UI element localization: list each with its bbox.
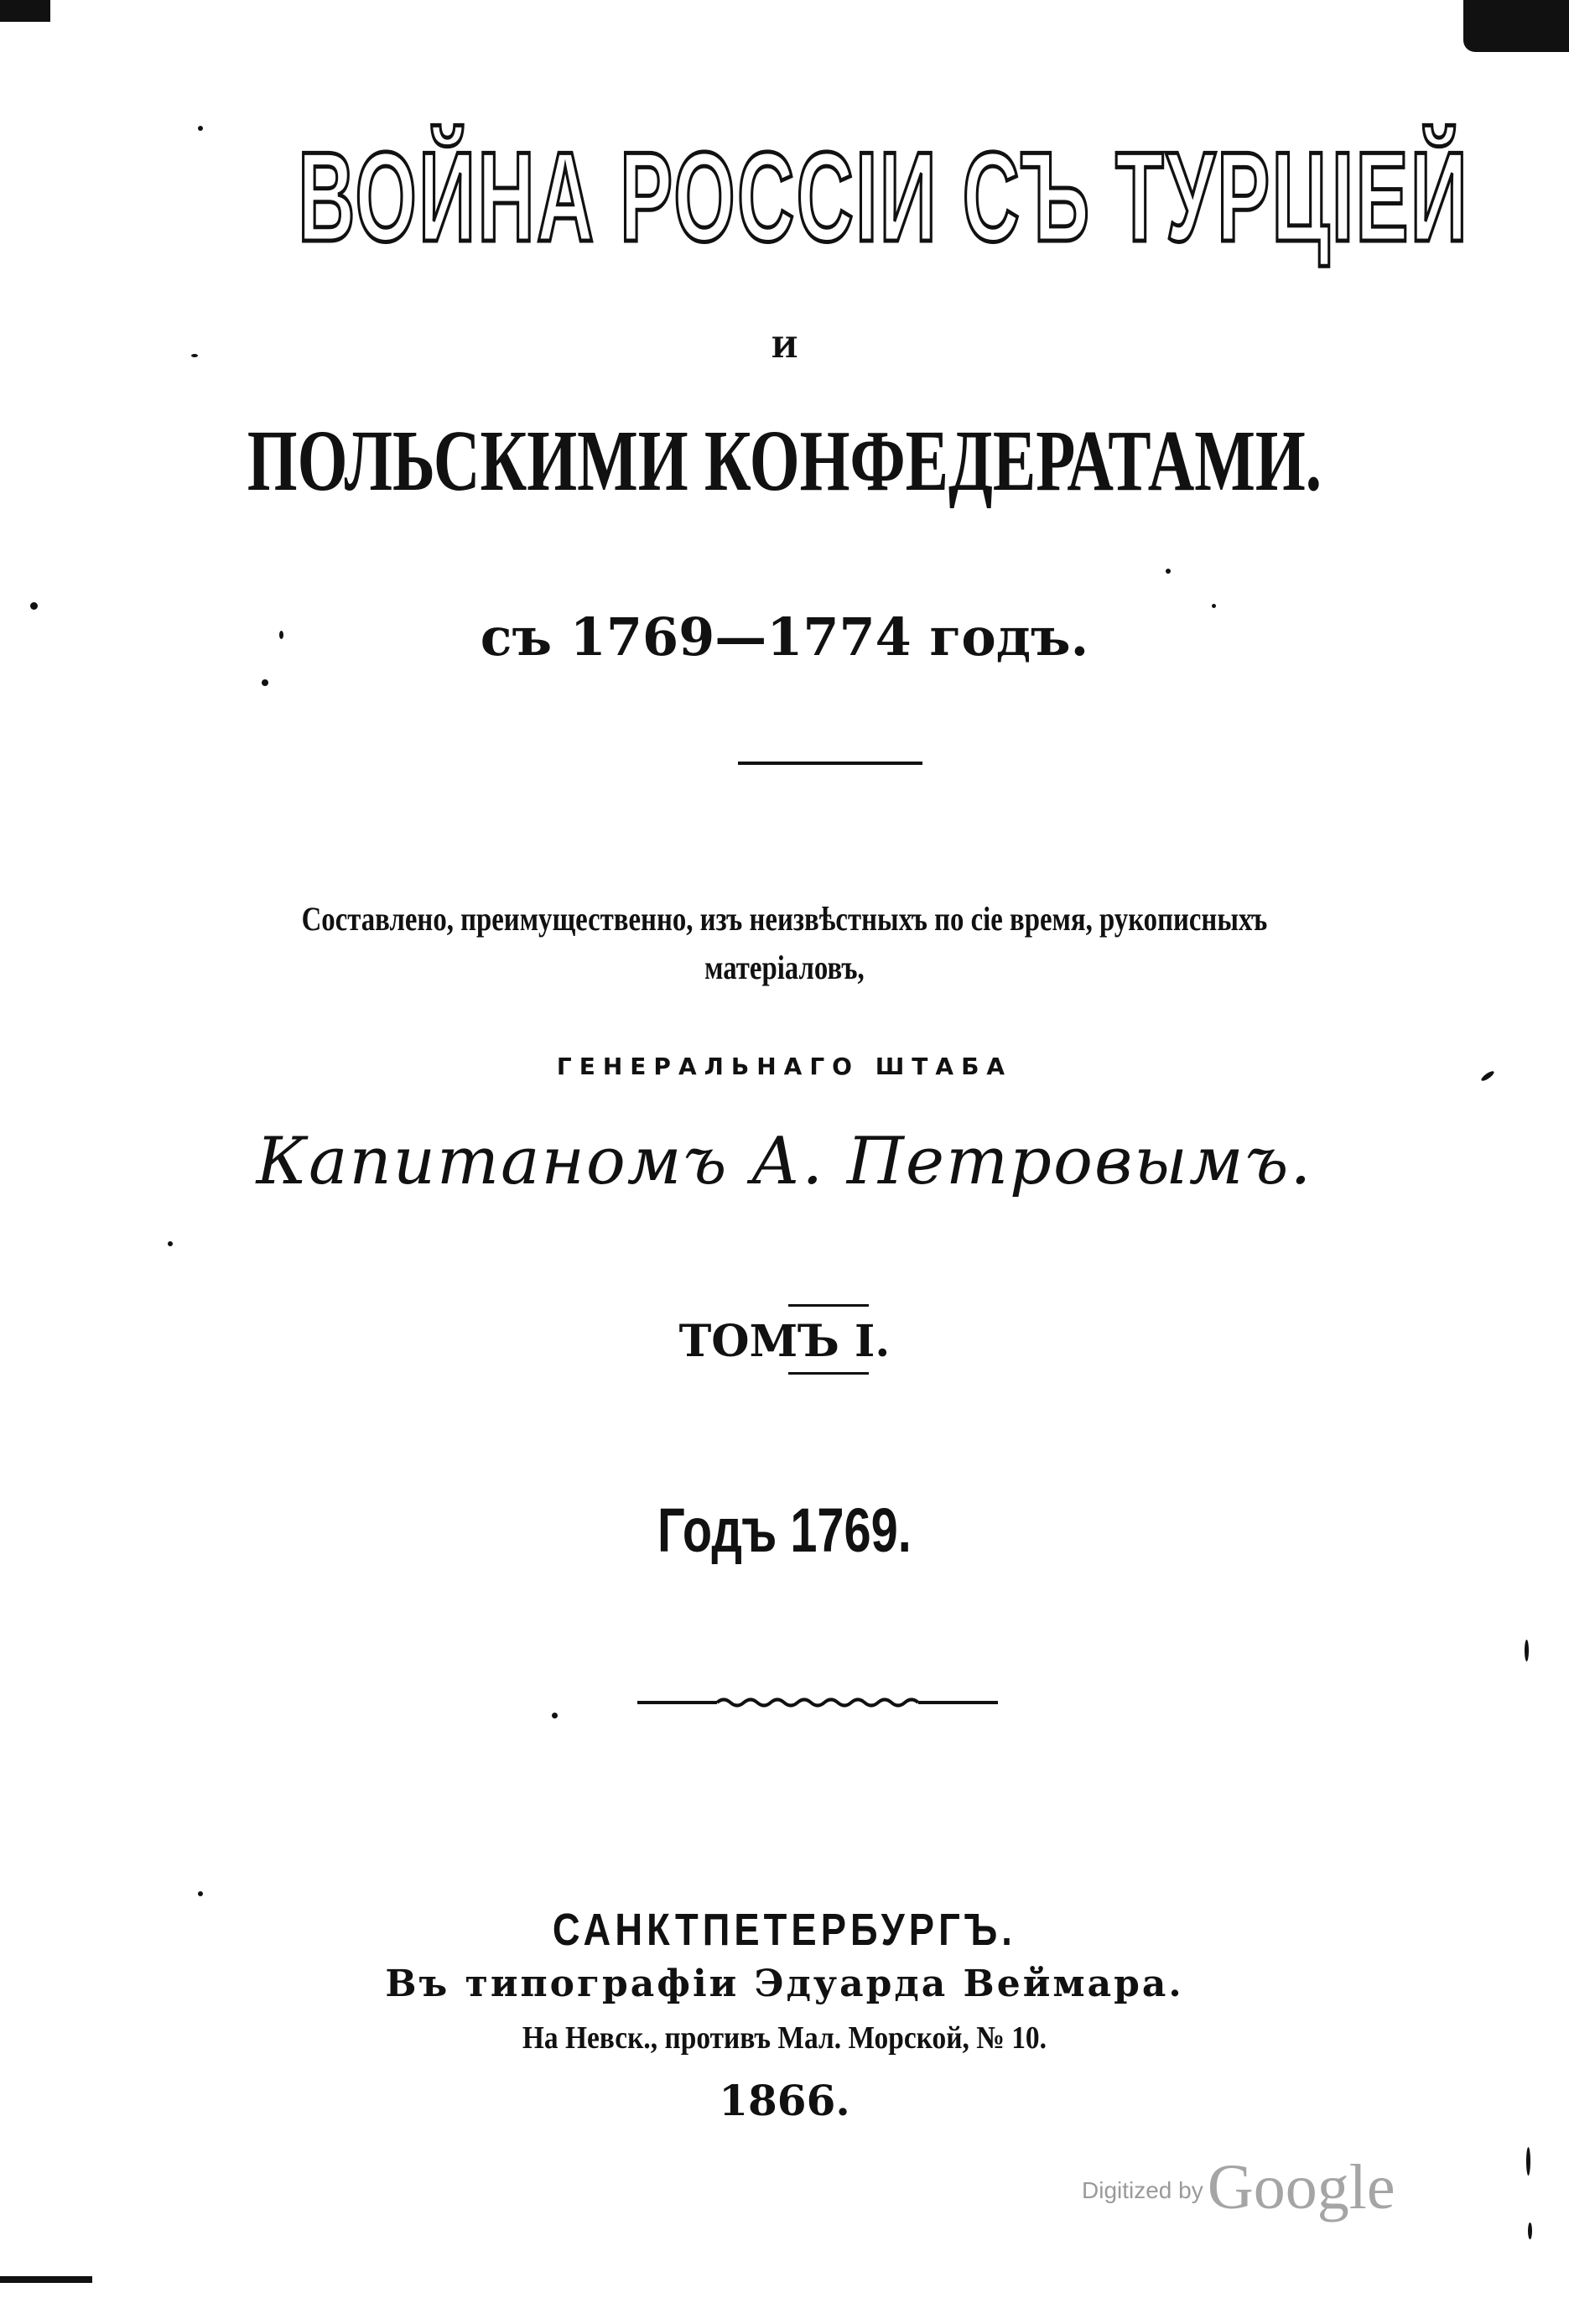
scan-speck (1166, 569, 1171, 574)
book-subtitle: ПОЛЬСКИМИ КОНФЕДЕРАТАМИ. (247, 413, 1322, 509)
compiled-line-1: Составлено, преимущественно, изъ неизвѣстныхъ по сіе время, рукописныхъ (301, 900, 1268, 938)
scan-speck (198, 1891, 203, 1896)
years-range: съ 1769—1774 годъ. (480, 606, 1089, 668)
general-staff-label: ГЕНЕРАЛЬНАГО ШТАБА (556, 1053, 1013, 1080)
divider-rule (738, 762, 922, 765)
imprint-address: На Невск., противъ Мал. Морской, № 10. (522, 2020, 1047, 2056)
scan-speck (1525, 1640, 1529, 1661)
imprint-year: 1866. (719, 2076, 850, 2125)
imprint-city: САНКТПЕТЕРБУРГЪ. (552, 1905, 1016, 1955)
scan-speck (1526, 2147, 1530, 2176)
scan-artifact-top-left (0, 0, 50, 22)
scan-speck (198, 126, 203, 131)
volume-label: ТОМЪ I. (678, 1316, 891, 1367)
watermark-brand: Google (1207, 2152, 1395, 2223)
scan-speck (168, 1241, 173, 1246)
digitized-watermark (1082, 2151, 1395, 2224)
ornamental-rule (637, 1692, 998, 1713)
compiled-line-2: матеріаловъ, (704, 949, 865, 986)
imprint-printer: Въ типографіи Эдуарда Веймара. (385, 1963, 1184, 2005)
volume-rule-bottom (788, 1372, 869, 1375)
scan-speck (262, 679, 268, 686)
author-name: Капитаномъ А. Петровымъ. (256, 1124, 1313, 1199)
title-conjunction: И (771, 331, 798, 365)
scan-speck (1528, 2223, 1532, 2239)
scan-speck (552, 1713, 558, 1718)
scan-artifact-top-right (1463, 0, 1569, 52)
volume-year: Годъ 1769. (657, 1495, 912, 1565)
volume-rule-top (788, 1304, 869, 1307)
book-title: ВОЙНА РОССІИ СЪ ТУРЦІЕЙ (298, 126, 1470, 268)
scan-artifact-bottom-left (0, 2276, 92, 2283)
watermark-prefix: Digitized by (1082, 2177, 1203, 2203)
